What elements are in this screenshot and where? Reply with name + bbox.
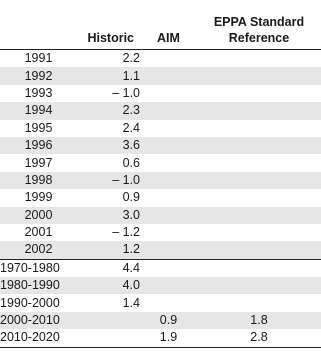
table-row xyxy=(0,207,321,224)
eppa-cell xyxy=(197,294,321,311)
period-cell: 1999 xyxy=(24,190,53,205)
aim-cell xyxy=(140,85,197,102)
eppa-cell xyxy=(197,85,321,102)
eppa-cell xyxy=(197,50,321,68)
aim-header: AIM xyxy=(140,0,197,50)
table-row xyxy=(0,102,321,119)
period-header xyxy=(0,0,77,50)
period-cell: 1994 xyxy=(0,102,77,119)
eppa-cell xyxy=(197,137,321,154)
historic-cell xyxy=(77,312,140,329)
period-cell: 2001 xyxy=(24,225,53,240)
period-cell: 2002 xyxy=(0,241,77,259)
historic-cell: – 1.2 xyxy=(112,225,140,240)
historic-cell: 2.3 xyxy=(77,102,140,119)
historic-cell: 0.6 xyxy=(122,155,140,170)
table-body xyxy=(0,50,321,348)
table-row xyxy=(0,259,321,277)
table-row xyxy=(0,50,321,68)
historic-cell: 3.6 xyxy=(77,137,140,154)
historic-cell: 4.4 xyxy=(77,259,140,277)
aim-cell: 0.9 xyxy=(140,312,197,329)
aim-cell xyxy=(140,154,197,171)
table-row xyxy=(0,189,321,206)
aim-cell xyxy=(140,102,197,119)
eppa-header-line2: Reference xyxy=(228,31,290,45)
period-cell: 1980-1990 xyxy=(0,277,77,294)
eppa-cell xyxy=(197,241,321,259)
period-cell: 1995 xyxy=(24,120,53,135)
period-cell: 1997 xyxy=(24,155,53,170)
table-row xyxy=(0,294,321,311)
table-row xyxy=(0,67,321,84)
period-cell: 2000 xyxy=(0,207,77,224)
table-row xyxy=(0,154,321,171)
historic-header: Historic xyxy=(77,0,140,50)
period-cell: 2010-2020 xyxy=(0,329,77,347)
period-cell: 1991 xyxy=(24,51,53,66)
period-cell: 1998 xyxy=(0,172,77,189)
aim-cell xyxy=(140,50,197,68)
eppa-cell xyxy=(197,277,321,294)
historic-cell: – 1.0 xyxy=(77,172,140,189)
historic-cell: 1.2 xyxy=(77,241,140,259)
table-row xyxy=(0,312,321,329)
eppa-cell xyxy=(197,172,321,189)
aim-cell xyxy=(140,189,197,206)
table-row xyxy=(0,329,321,347)
historic-cell: – 1.0 xyxy=(112,85,140,100)
eppa-cell xyxy=(197,67,321,84)
eppa-cell xyxy=(197,120,321,137)
historic-cell: 3.0 xyxy=(77,207,140,224)
eppa-cell xyxy=(197,259,321,277)
eppa-cell: 1.8 xyxy=(197,312,321,329)
period-cell: 1970-1980 xyxy=(0,259,77,277)
aim-cell xyxy=(140,241,197,259)
table-row xyxy=(0,172,321,189)
aim-cell xyxy=(140,137,197,154)
table-row xyxy=(0,120,321,137)
historic-cell xyxy=(77,329,140,347)
historic-cell: 0.9 xyxy=(122,190,140,205)
table-row xyxy=(0,137,321,154)
period-cell: 1990-2000 xyxy=(0,295,60,310)
aim-cell xyxy=(140,172,197,189)
eppa-cell xyxy=(197,189,321,206)
period-cell: 1993 xyxy=(24,85,53,100)
aim-cell xyxy=(140,67,197,84)
eppa-cell xyxy=(197,154,321,171)
aim-cell xyxy=(140,207,197,224)
historic-cell: 2.2 xyxy=(122,51,140,66)
table-row xyxy=(0,85,321,102)
table-header xyxy=(0,0,321,50)
aim-cell xyxy=(140,224,197,241)
period-cell: 1992 xyxy=(0,67,77,84)
aim-cell xyxy=(140,120,197,137)
eppa-cell xyxy=(197,224,321,241)
eppa-header xyxy=(197,0,321,50)
table-row xyxy=(0,224,321,241)
historic-cell: 1.1 xyxy=(77,67,140,84)
historic-cell: 4.0 xyxy=(77,277,140,294)
table-row xyxy=(0,241,321,259)
table-row xyxy=(0,277,321,294)
eppa-cell: 2.8 xyxy=(197,329,321,347)
historic-cell: 2.4 xyxy=(122,120,140,135)
aim-cell xyxy=(140,277,197,294)
eppa-cell xyxy=(197,102,321,119)
period-cell: 1996 xyxy=(0,137,77,154)
aim-cell xyxy=(140,294,197,311)
aim-cell xyxy=(140,259,197,277)
eppa-cell xyxy=(197,207,321,224)
header-row xyxy=(0,0,321,50)
historic-cell: 1.4 xyxy=(122,295,140,310)
period-cell: 2000-2010 xyxy=(0,312,77,329)
aim-cell: 1.9 xyxy=(140,329,197,347)
eppa-header-line1: EPPA Standard xyxy=(213,15,305,29)
